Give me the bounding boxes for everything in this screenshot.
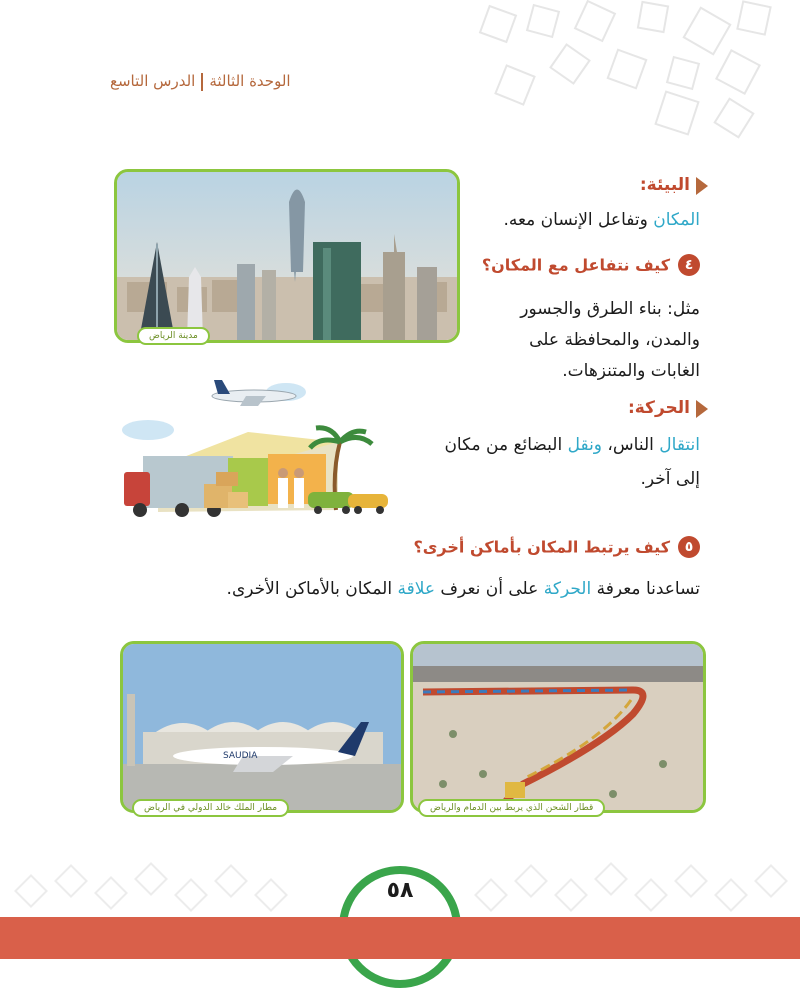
movement-definition bbox=[400, 428, 700, 496]
airport-photo bbox=[120, 641, 404, 813]
airline-label: SAUDIA bbox=[223, 751, 258, 761]
freight-train-photo bbox=[410, 641, 706, 813]
heading-marker-icon bbox=[696, 400, 708, 418]
connection-text-part: المكان بالأماكن الأخرى. bbox=[226, 579, 398, 599]
connection-question-text: كيف يرتبط المكان بأماكن أخرى؟ bbox=[413, 537, 670, 557]
environment-definition bbox=[460, 205, 700, 236]
question-number-badge: ٥ bbox=[678, 536, 700, 558]
cloud-icon bbox=[122, 420, 174, 440]
movement-line-2: إلى آخر. bbox=[640, 469, 700, 489]
freight-train-illustration bbox=[413, 644, 703, 810]
environment-heading-text: البيئة: bbox=[639, 175, 690, 195]
airport-photo-caption: مطار الملك خالد الدولي في الرياض bbox=[132, 799, 289, 817]
movement-text: البضائع من مكان bbox=[444, 435, 568, 455]
environment-answer bbox=[460, 294, 700, 387]
movement-heading bbox=[508, 398, 708, 418]
movement-highlight-transfer: انتقال bbox=[659, 435, 700, 455]
answer-line: الغابات والمتنزهات. bbox=[562, 361, 700, 381]
movement-highlight-transport: ونقل bbox=[567, 435, 603, 455]
environment-question-text: كيف نتفاعل مع المكان؟ bbox=[481, 255, 670, 275]
movement-text: الناس، bbox=[602, 435, 660, 455]
unit-label: الوحدة الثالثة bbox=[209, 72, 291, 90]
footer-bar bbox=[0, 917, 800, 959]
connection-question bbox=[380, 536, 700, 558]
locomotive-icon bbox=[505, 782, 525, 798]
connection-highlight-relation: علاقة bbox=[397, 579, 436, 599]
connection-text-part: تساعدنا معرفة bbox=[591, 579, 700, 599]
connection-highlight-movement: الحركة bbox=[543, 579, 592, 599]
connection-text bbox=[140, 574, 700, 605]
definition-rest: وتفاعل الإنسان معه. bbox=[503, 210, 654, 230]
environment-question bbox=[440, 254, 700, 276]
riyadh-city-photo bbox=[114, 169, 460, 343]
heading-marker-icon bbox=[696, 177, 708, 195]
transport-illustration bbox=[118, 372, 398, 522]
cargo-box-icon bbox=[204, 484, 232, 508]
connection-text-part: على أن نعرف bbox=[435, 579, 544, 599]
page-number: ٥٨ bbox=[386, 878, 414, 903]
car-icon bbox=[308, 492, 354, 508]
answer-line: مثل: بناء الطرق والجسور bbox=[520, 299, 700, 319]
person-icon bbox=[278, 478, 288, 508]
answer-line: والمدن، والمحافظة على bbox=[529, 330, 700, 350]
riyadh-photo-caption: مدينة الرياض bbox=[137, 327, 210, 345]
environment-heading bbox=[508, 175, 708, 195]
header-divider bbox=[201, 73, 203, 91]
definition-highlight: المكان bbox=[653, 210, 700, 230]
truck-cab-icon bbox=[124, 472, 150, 506]
airport-illustration bbox=[123, 644, 401, 810]
lesson-label: الدرس التاسع bbox=[110, 72, 196, 90]
lesson-header bbox=[110, 72, 291, 91]
movement-heading-text: الحركة: bbox=[627, 398, 690, 418]
riyadh-skyline-illustration bbox=[117, 172, 457, 340]
train-photo-caption: قطار الشحن الذي يربط بين الدمام والرياض bbox=[418, 799, 605, 817]
question-number-badge: ٤ bbox=[678, 254, 700, 276]
